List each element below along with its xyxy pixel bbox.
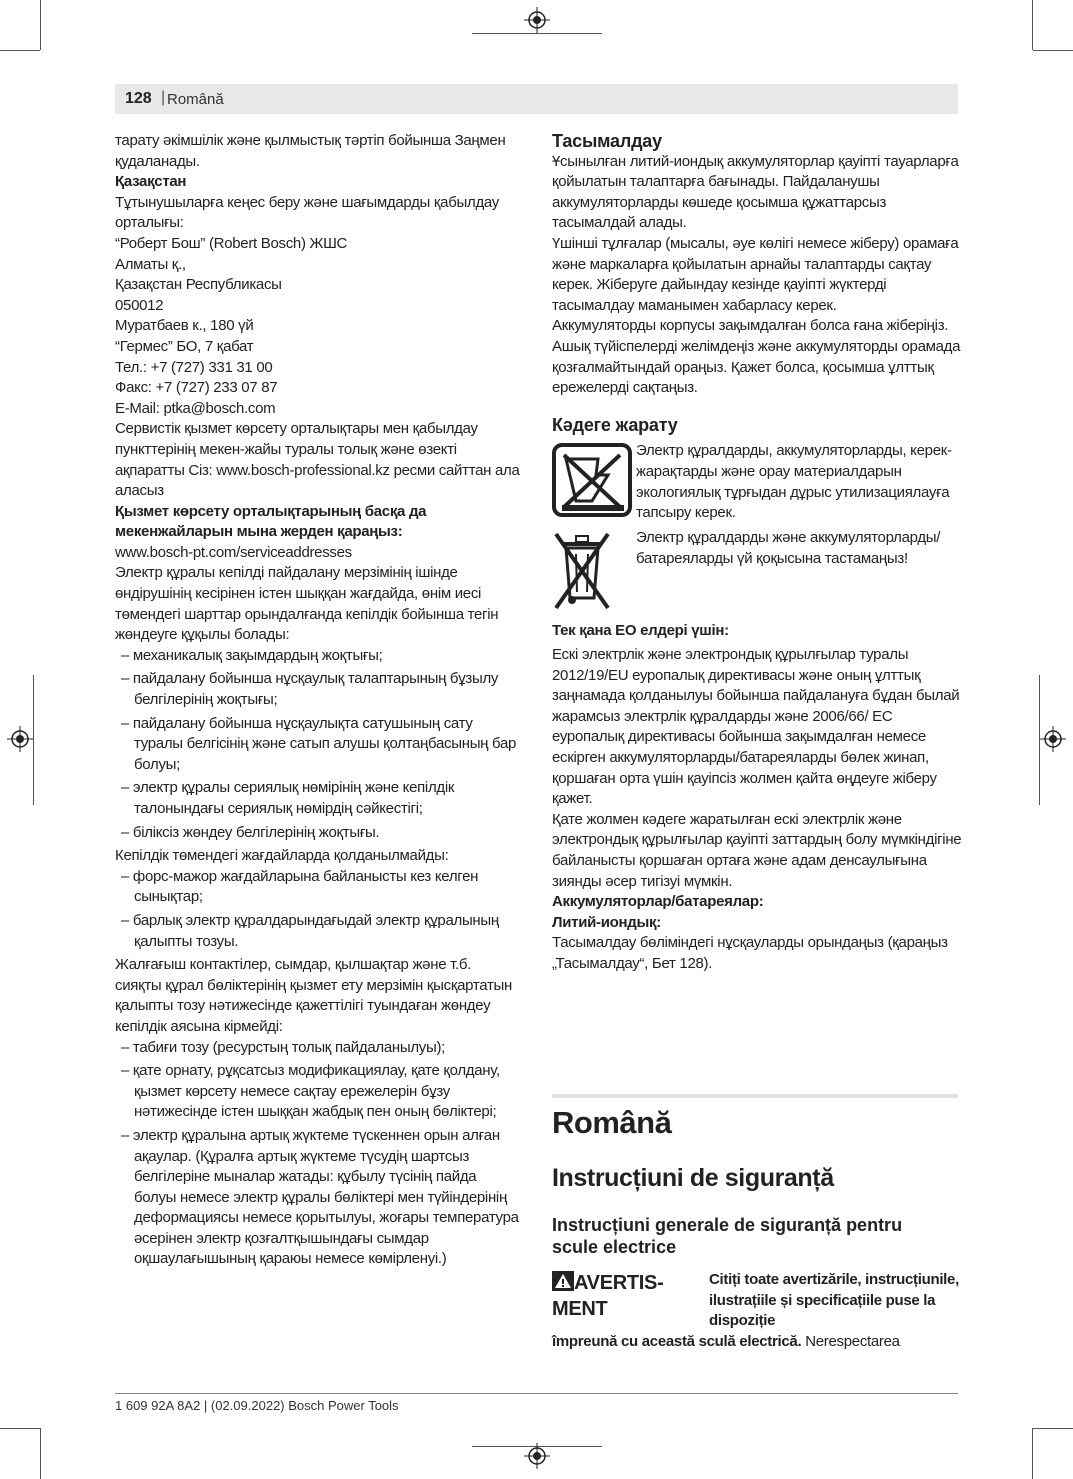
crop-mark <box>0 1428 40 1429</box>
paragraph: Электр құралдарды және аккумуляторларды/батареяларды үй қоқысына тастамаңыз! <box>636 528 941 567</box>
paragraph: Кепілдік төмендегі жағдайларда қолданылмайды: <box>115 847 449 865</box>
list-item: – қате орнату, рұқсатсыз модификациялау, қате қолдану, қызмет көрсету немесе сақтау ережелерін бұзу нәтижесінде істен шыққан жабдық пен оның бөліктері; <box>115 1061 520 1123</box>
address-line: Тел.: +7 (727) 331 31 00 <box>115 358 273 376</box>
warning-text: Citiți toate avertizările, instrucțiunile, ilustrațiile și specificațiile puse la dispoziție <box>709 1271 959 1330</box>
address-line: E-Mail: ptka@bosch.com <box>115 399 276 417</box>
section-heading-disposal: Кәдеге жарату <box>552 414 678 435</box>
address-line: Алматы қ., <box>115 255 186 273</box>
page-header <box>115 84 958 114</box>
registration-mark-icon <box>1040 726 1066 752</box>
service-url: www.bosch-pt.com/serviceaddresses <box>115 543 352 561</box>
crop-mark <box>1032 1428 1033 1479</box>
paragraph: тарату әкімшілік және қылмыстық тәртіп бойынша Заңмен қудаланады. <box>115 132 506 170</box>
warning-label: AVERTIS- MENT <box>552 1272 664 1320</box>
list-item: – табиғи тозу (ресурстың толық пайдаланылуы); <box>115 1038 520 1059</box>
crop-mark <box>472 33 602 34</box>
address-line: Сервистік қызмет көрсету орталықтары мен қабылдау пункттерінің мекен-жайы туралы толық және өзекті ақпаратты Сіз: www.bosch-professional.kz ресми сайттан ала аласыз <box>115 420 520 500</box>
registration-mark-icon <box>7 726 33 752</box>
crossed-bin-icon <box>552 528 636 621</box>
batteries-heading: Аккумуляторлар/батареялар: <box>552 893 764 911</box>
wear-list <box>115 1038 520 1271</box>
header-separator: | <box>161 89 166 106</box>
registration-mark-icon <box>524 1443 550 1469</box>
paragraph: Тасымалдау бөліміндегі нұсқауларды орындаңыз (қараңыз „Тасымалдау“, Бет 128). <box>552 934 948 972</box>
address-line: “Роберт Бош” (Robert Bosch) ЖШС <box>115 234 348 252</box>
list-item: – пайдалану бойынша нұсқаулық талаптарының бұзылу белгілерінің жоқтығы; <box>115 669 520 710</box>
paragraph: Аккумуляторды корпусы зақымдалған болса ғана жіберіңіз. Ашық түйіспелерді желімдеңіз және аккумуляторды орамада қозғалмайтындай ораңыз. Қажет болса, қосымша ұлттық ережелерді сақтаңыз. <box>552 317 961 397</box>
list-item: – барлық электр құралдарындағыдай электр құралының қалыпты тозуы. <box>115 911 520 952</box>
list-item: – электр құралы сериялық нөмірінің және кепілдік талонындағы сериялық нөмірдің сәйкестігі; <box>115 778 520 819</box>
warranty-list <box>115 646 520 843</box>
paragraph: Ескі электрлік және электрондық құрылғылар туралы 2012/19/EU еуропалық директивасы және оның ұлттық заңнамада қолданылуы бойынша пайдалануға бұдан былай жарамсыз электрлік құралдарды және 2006/66/ EC еуропалық директивасы бойынша зақымдалған немесе ескірген аккумуляторларды/батареяларды бөлек жинап, қоршаған орта үшін қауіпсіз жолмен қайта өңдеуге жіберу қажет. <box>552 646 960 808</box>
page-number: 128 <box>125 90 152 107</box>
right-column <box>552 131 962 975</box>
section-heading-kazakhstan: Қазақстан <box>115 173 187 191</box>
paragraph: Электр құралы кепілді пайдалану мерзімінің ішінде өндірушінің кесірінен істен шыққан жағдайда, өнім иесі төмендегі шарттар орындалғанда кепілдік бойынша тегін жөндеуге құқылы болады: <box>115 564 499 644</box>
address-line: 050012 <box>115 296 164 314</box>
paragraph: Жалғағыш контактілер, сымдар, қылшақтар және т.б. сияқты құрал бөліктерінің қызмет ету мерзімін қысқартатын қалыпты тозу нәтижесінде қажеттілігі туындаған жөндеу кепілдік аясына кірмейді: <box>115 956 512 1035</box>
list-item: – механикалық зақымдардың жоқтығы; <box>115 646 520 667</box>
address-line: Тұтынушыларға кеңес беру және шағымдарды қабылдау орталығы: <box>115 193 499 232</box>
address-line: Қазақстан Республикасы <box>115 276 282 294</box>
eu-heading: Тек қана ЕО елдері үшін: <box>552 621 729 639</box>
paragraph: Үшінші тұлғалар (мысалы, әуе көлігі немесе жіберу) орамаға және маркаларға қойылатын арнайы талаптарды сақтау керек. Жіберуге дайындау кезінде қауіпті жүктерді тасымалдау маманымен хабарласу керек. <box>552 234 959 314</box>
crop-mark <box>1033 1428 1073 1429</box>
header-language: Română <box>167 91 224 108</box>
list-item: – біліксіз жөндеу белгілерінің жоқтығы. <box>115 823 520 844</box>
registration-mark-icon <box>524 7 550 33</box>
li-ion-heading: Литий-иондық: <box>552 913 661 931</box>
page-footer: 1 609 92A 8A2 | (02.09.2022) Bosch Power Tools <box>115 1398 399 1413</box>
crop-mark <box>1032 0 1033 50</box>
crop-mark <box>40 0 41 50</box>
section-heading-transport: Тасымалдау <box>552 131 662 151</box>
paragraph: Қате жолмен кәдеге жаратылған ескі электрлік және электрондық құрылғылар қауіпті заттардың болу мүмкіндігіне байланысты қоршаған ортаға және адам денсаулығына зиянды әсер тигізуі мүмкін. <box>552 810 962 890</box>
service-heading: Қызмет көрсету орталықтарының басқа да мекенжайларын мына жерден қараңыз: <box>115 502 427 541</box>
list-item: – форс-мажор жағдайларына байланысты кез келген сынықтар; <box>115 867 520 908</box>
left-column <box>115 131 520 1273</box>
address-line: Факс: +7 (727) 233 07 87 <box>115 379 278 397</box>
subsection-title: Instrucțiuni generale de siguranță pentru scule electrice <box>552 1215 903 1257</box>
language-title: Română <box>552 1105 672 1140</box>
crop-mark <box>33 675 34 805</box>
warning-triangle-icon <box>552 1271 574 1291</box>
disposal-row <box>552 441 962 528</box>
paragraph: Электр құралдарды, аккумуляторларды, керек-жарақтарды және орау материалдарын экологиялық тұрғыдан дұрыс утилизациялауға тапсыру керек. <box>636 442 952 522</box>
address-line: “Гермес” БО, 7 қабат <box>115 337 254 355</box>
crop-mark <box>1033 50 1073 51</box>
address-line: Муратбаев к., 180 үй <box>115 317 254 335</box>
not-applied-list <box>115 867 520 952</box>
section-rule <box>552 1094 958 1098</box>
warning-text-continued: împreună cu această sculă electrică. Nerespectarea <box>552 1333 900 1350</box>
list-item: – пайдалану бойынша нұсқаулықта сатушының сату туралы белгісінің және сатып алушы қолтаңбасының бар болуы; <box>115 714 520 776</box>
crop-mark <box>0 50 40 51</box>
list-item: – электр құралына артық жүктеме түскеннен орын алған ақаулар. (Құралға артық жүктеме түсудің шартсыз белгілеріне мыналар жатады: құбылу түсінің пайда болуы немесе электр құралы бөліктері мен түйіндерінің деформациясы немесе қорытылуы, жоғары температура әсерінен электр қозғалтқышындағы сымдар оқшаулағышының қараюы немесе көмірленуі.) <box>115 1126 520 1270</box>
footer-rule <box>115 1393 958 1394</box>
paragraph: Ұсынылған литий-иондық аккумуляторлар қауіпті тауарларға қойылатын талаптарға бағынады. Пайдаланушы аккумуляторларды көшеде қосымша құжаттарсыз тасымалдай алады. <box>552 152 959 232</box>
recycle-symbol-icon <box>552 441 636 528</box>
crop-mark <box>40 1428 41 1479</box>
disposal-row <box>552 528 962 621</box>
section-title: Instrucțiuni de siguranță <box>552 1164 834 1192</box>
